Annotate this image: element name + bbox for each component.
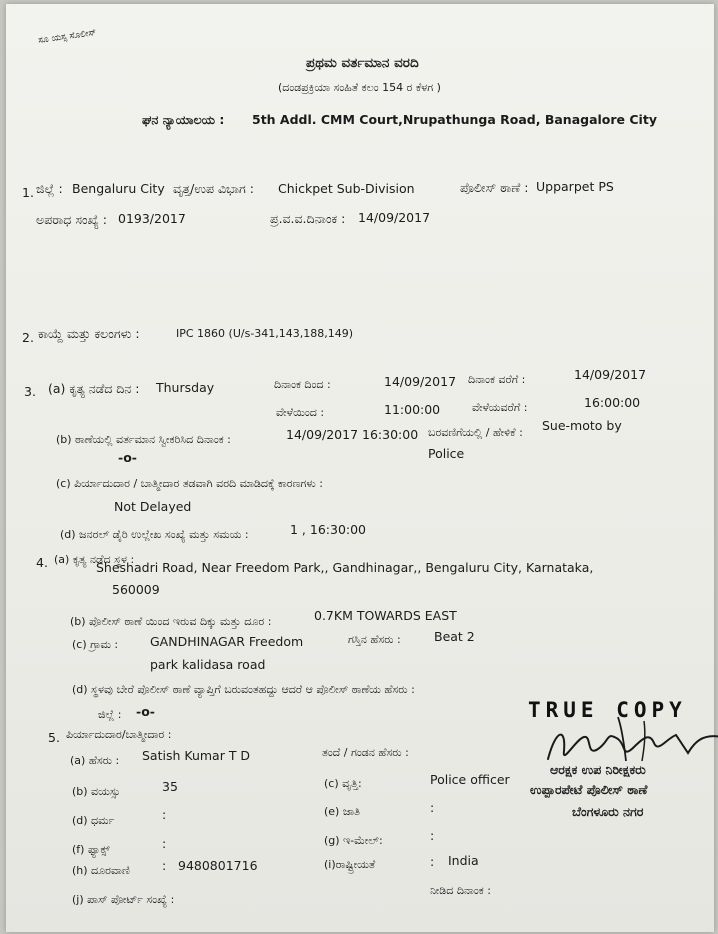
to-date-label: ದಿನಾಂಕ ವರೆಗೆ : (468, 373, 526, 386)
email-label: (g) ಇ-ಮೇಲ್: (324, 834, 383, 847)
blank-dash-mark: -o- (118, 450, 137, 465)
received-date-label: (b) ಠಾಣೆಯಲ್ಲಿ ವರ್ತಮಾನ ಸ್ವೀಕರಿಸಿದ ದಿನಾಂಕ : (56, 433, 231, 446)
village-label: (c) ಗ್ರಾಮ : (72, 638, 119, 651)
document-title: ಪ್ರಥಮ ವರ್ತಮಾನ ವರದಿ (306, 55, 419, 71)
info-type-value-cont: Police (428, 446, 465, 461)
occurrence-place-line2: 560009 (112, 582, 160, 597)
true-copy-stamp: TRUE COPY (528, 698, 687, 722)
age-label: (b) ವಯಸ್ಸು (72, 785, 121, 798)
village-value-line2: park kalidasa road (150, 657, 266, 672)
caste-colon: : (430, 800, 435, 815)
received-date-value: 14/09/2017 16:30:00 (286, 427, 419, 442)
occupation-value: Police officer (430, 772, 510, 787)
from-date-label: ದಿನಾಂಕ ದಿಂದ : (274, 378, 331, 391)
court-value: 5th Addl. CMM Court,Nrupathunga Road, Banagalore City (252, 112, 657, 127)
police-station-value: Upparpet PS (536, 179, 614, 194)
phone-label: (h) ದೂರವಾಣಿ (72, 864, 130, 877)
to-time-value: 16:00:00 (584, 395, 641, 410)
crime-number-value: 0193/2017 (118, 211, 186, 226)
fax-label: (f) ಫ್ಯಾಕ್ಸ್ (72, 843, 110, 856)
nationality-value: India (448, 853, 479, 868)
phone-colon: : (162, 858, 167, 873)
complainant-label: ಪಿರ್ಯಾದುದಾರ/ಬಾತ್ಮೀದಾರ : (66, 728, 172, 741)
corner-handwritten-note: ಸೂ ಯಸ್ಸ ಸೊಲೀಸ್ (37, 27, 97, 47)
section-4-number: 4. (36, 555, 48, 570)
general-diary-label: (d) ಜನರಲ್ ಡೈರಿ ಉಲ್ಲೇಖ ಸಂಖ್ಯೆ ಮತ್ತು ಸಮಯ : (60, 528, 249, 541)
stamp-designation: ಆರಕ್ಷಕ ಉಪ ನಿರೀಕ್ಷಕರು (550, 762, 646, 777)
crime-number-label: ಅಪರಾಧ ಸಂಖ್ಯೆ : (36, 212, 108, 227)
stamp-city: ಬೆಂಗಳೂರು ನಗರ (572, 804, 644, 819)
district-value: Bengaluru City (72, 181, 165, 196)
nationality-colon: : (430, 854, 435, 869)
direction-distance-label: (b) ಪೊಲೀಸ್ ಠಾಣೆ ಯಿಂದ ಇರುವ ದಿಕ್ಕು ಮತ್ತು ದೂರ : (70, 615, 272, 628)
delay-reason-value: Not Delayed (114, 499, 192, 514)
age-value: 35 (162, 779, 178, 794)
occurrence-place-line1: Sheshadri Road, Near Freedom Park,, Gandhinagar,, Bengaluru City, Karnataka, (96, 560, 594, 575)
email-colon: : (430, 828, 435, 843)
fir-document (6, 4, 714, 932)
from-time-label: ವೇಳೆಯಿಂದ : (276, 406, 325, 419)
religion-label: (d) ಧರ್ಮ (72, 814, 115, 827)
name-value: Satish Kumar T D (142, 748, 251, 763)
subdivision-value: Chickpet Sub-Division (278, 181, 415, 196)
from-time-value: 11:00:00 (384, 402, 441, 417)
name-label: (a) ಹೆಸರು : (70, 754, 120, 767)
direction-distance-value: 0.7KM TOWARDS EAST (314, 608, 457, 623)
beat-value: Beat 2 (434, 629, 475, 644)
beat-label: ಗಸ್ತಿನ ಹೆಸರು : (348, 633, 401, 646)
occurrence-place-label: (a) ಕೃತ್ಯ ನಡೆದ ಸ್ಥಳ : (54, 553, 135, 566)
section-2-number: 2. (22, 330, 34, 345)
fir-date-value: 14/09/2017 (358, 210, 431, 225)
from-date-value: 14/09/2017 (384, 374, 457, 389)
stamp-station: ಉಪ್ಪಾರಪೇಟೆ ಪೊಲೀಸ್ ಠಾಣೆ (530, 782, 648, 797)
section-5-number: 5. (48, 730, 60, 745)
village-value-line1: GANDHINAGAR Freedom (150, 634, 304, 649)
other-district-value: -o- (136, 704, 155, 719)
general-diary-value: 1 , 16:30:00 (290, 522, 367, 537)
religion-colon: : (162, 807, 167, 822)
occurrence-day-value: Thursday (156, 380, 215, 395)
passport-label: (j) ಪಾಸ್ ಪೋರ್ಟ್ ಸಂಖ್ಯೆ : (72, 893, 175, 906)
caste-label: (e) ಜಾತಿ (324, 805, 360, 818)
to-time-label: ವೇಳೆಯವರೆಗೆ : (472, 401, 528, 414)
nationality-label: (i)ರಾಷ್ಟ್ರೀಯತೆ (324, 858, 376, 871)
occupation-label: (c) ವೃತ್ತಿ: (324, 777, 362, 790)
father-name-label: ತಂದೆ / ಗಂಡನ ಹೆಸರು : (322, 746, 409, 759)
acts-sections-label: ಕಾಯ್ದೆ ಮತ್ತು ಕಲಂಗಳು : (38, 326, 140, 341)
acts-sections-value: IPC 1860 (U/s-341,143,188,149) (176, 327, 354, 340)
section-3-number: 3. (24, 384, 36, 399)
fir-date-label: ಪ್ರ.ವ.ವ.ದಿನಾಂಕ : (270, 211, 346, 226)
document-subtitle: (ದಂಡಪ್ರಕ್ರಿಯಾ ಸಂಹಿತೆ ಕಲಂ 154 ರ ಕೆಳಗ ) (278, 81, 441, 94)
subdivision-label: ವೃತ್ತ/ಉಪ ವಿಭಾಗ : (173, 181, 254, 196)
section-1-number: 1. (22, 185, 34, 200)
other-station-label: (d) ಸ್ಥಳವು ಬೇರೆ ಪೊಲೀಸ್ ಠಾಣೆ ವ್ಯಾಪ್ತಿಗೆ ಬರುವಂತಹದ್ದು ಆದರೆ ಆ ಪೊಲೀಸ್ ಠಾಣೆಯ ಹೆಸರು : (72, 683, 415, 696)
district-label: ಜಿಲ್ಲೆ : (36, 181, 63, 196)
info-type-label: ಬರವಣಿಗೆಯಲ್ಲಿ / ಹೇಳಿಕೆ : (428, 426, 523, 439)
delay-reason-label: (c) ಪಿರ್ಯಾದುದಾರ / ಬಾತ್ಮೀದಾರ ತಡವಾಗಿ ವರದಿ ಮಾಡಿದಕ್ಕೆ ಕಾರಣಗಳು : (56, 477, 324, 490)
info-type-value: Sue-moto by (542, 418, 622, 433)
police-station-label: ಪೊಲೀಸ್ ಠಾಣೆ : (460, 180, 529, 195)
issue-date-label: ನೀಡಿದ ದಿನಾಂಕ : (430, 884, 491, 897)
occurrence-day-label: (a) ಕೃತ್ಯ ನಡೆದ ದಿನ : (48, 381, 140, 396)
phone-value: 9480801716 (178, 858, 258, 873)
fax-colon: : (162, 836, 167, 851)
other-district-label: ಜಿಲ್ಲೆ : (98, 708, 122, 721)
court-label: ಘನ ನ್ಯಾಯಾಲಯ : (142, 112, 225, 127)
to-date-value: 14/09/2017 (574, 367, 647, 382)
